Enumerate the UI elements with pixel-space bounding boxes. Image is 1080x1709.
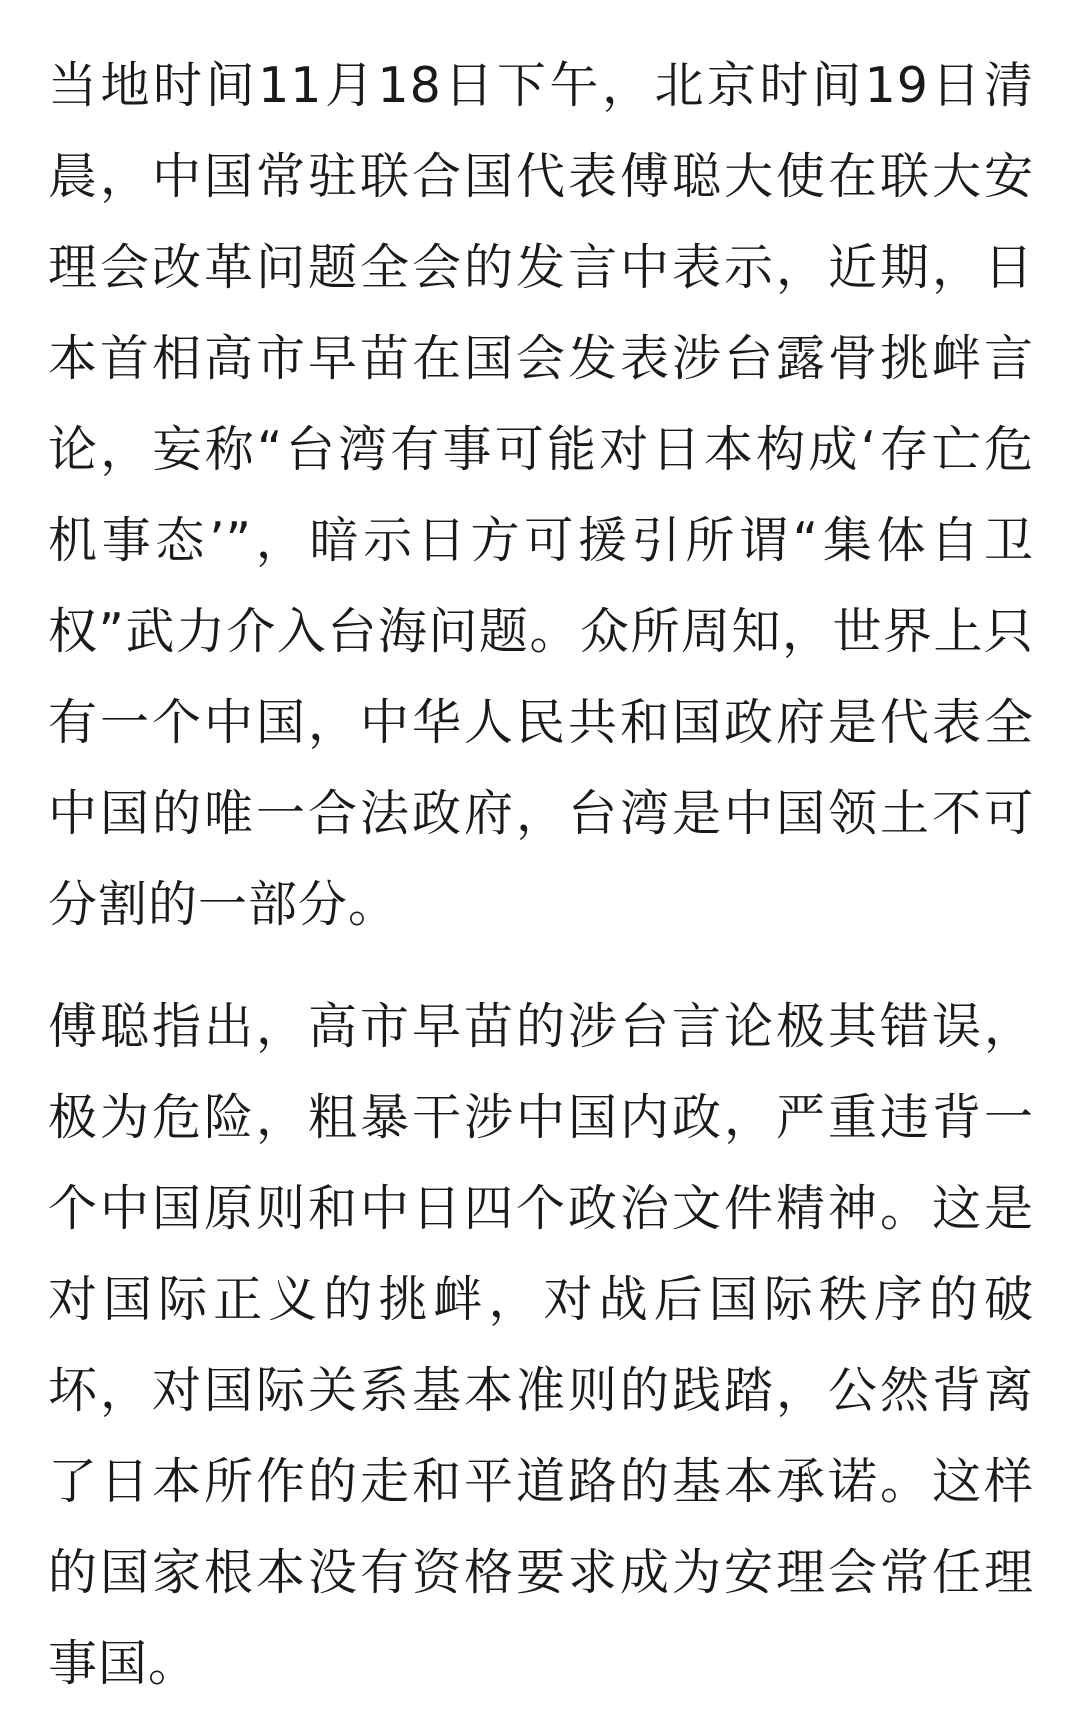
article-paragraph-2: 傅聪指出，高市早苗的涉台言论极其错误，极为危险，粗暴干涉中国内政，严重违背一个中国原则和中日四个政治文件精神。这是对国际正义的挑衅，对战后国际秩序的破坏，对国际关系基本准则的践踏，公然背离了日本所作的走和平道路的基本承诺。这样的国家根本没有资格要求成为安理会常任理事国。 [48, 998, 1034, 1692]
article-body [48, 40, 1034, 1709]
article-paragraph-1: 当地时间11月18日下午，北京时间19日清晨，中国常驻联合国代表傅聪大使在联大安理会改革问题全会的发言中表示，近期，日本首相高市早苗在国会发表涉台露骨挑衅言论，妄称“台湾有事可能对日本构成‘存亡危机事态’”，暗示日方可援引所谓“集体自卫权”武力介入台海问题。众所周知，世界上只有一个中国，中华人民共和国政府是代表全中国的唯一合法政府，台湾是中国领土不可分割的一部分。 [48, 57, 1034, 933]
